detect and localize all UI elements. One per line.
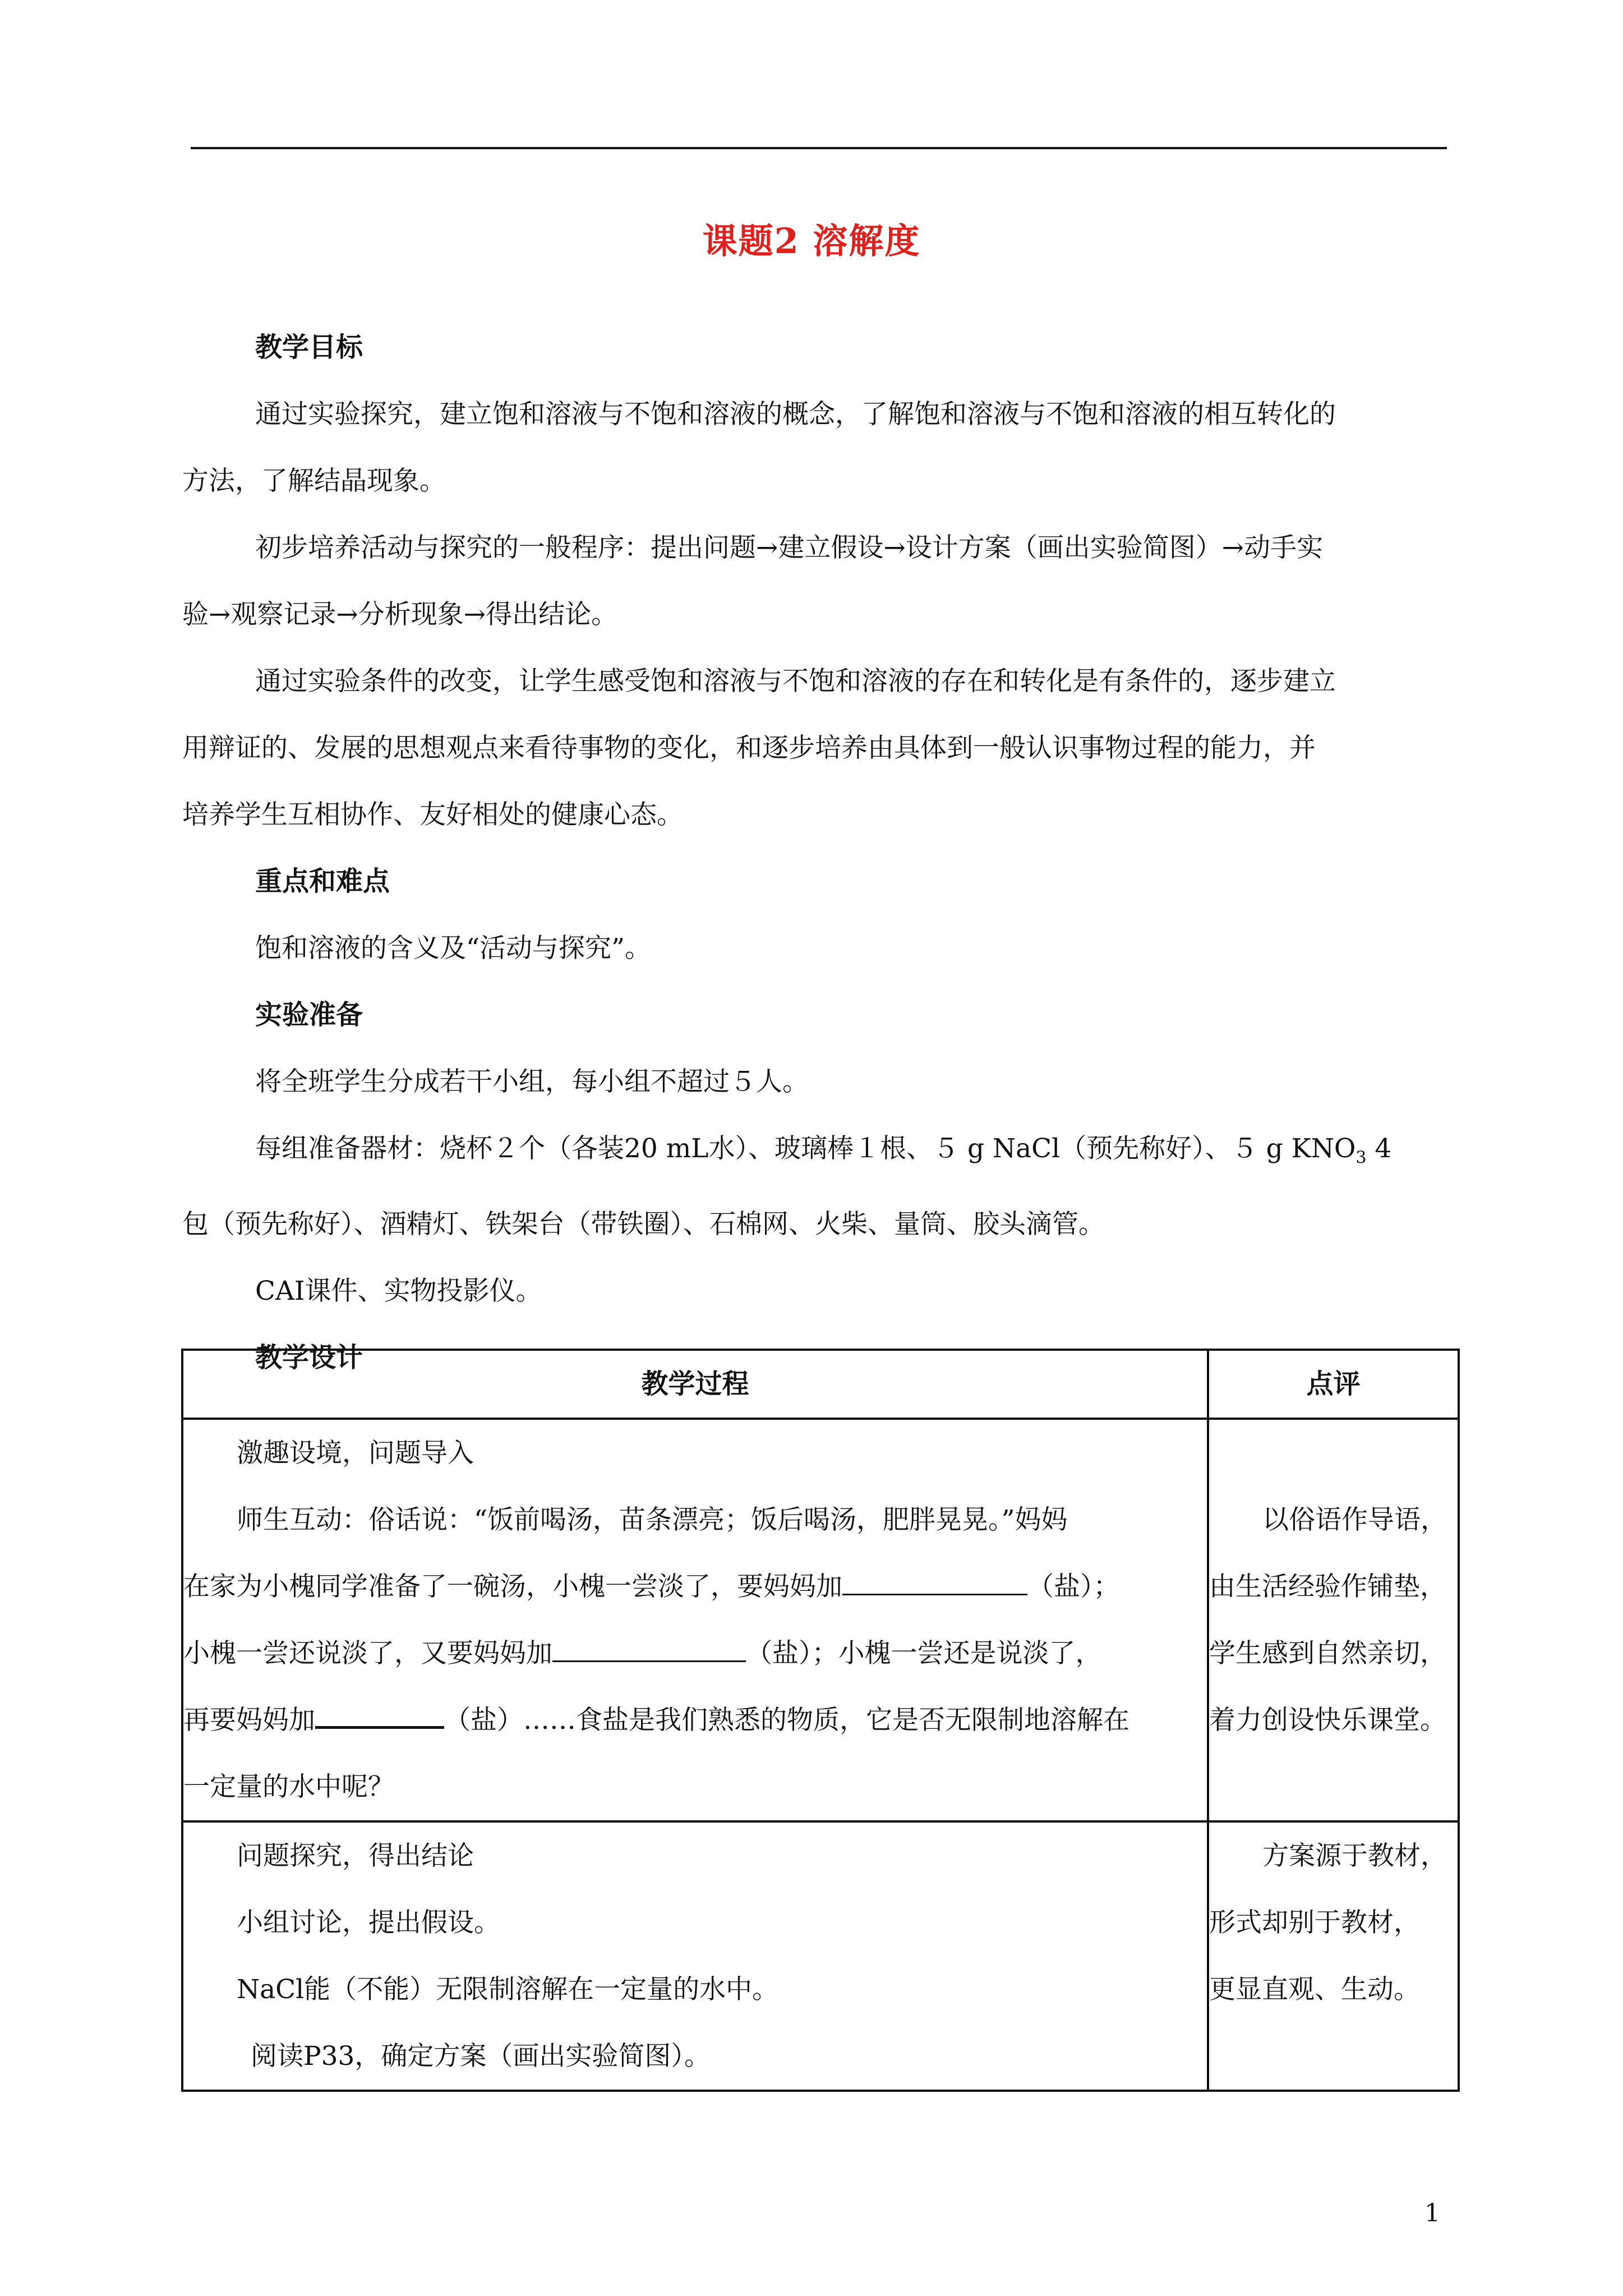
document-body [182,314,1455,1391]
preparation-paragraph-2: 每组准备器材：烧杯２个（各装20 mL水）、玻璃棒１根、５ g NaCl（预先称好）、５ g $KNO_3$ 4 包（预先称好）、酒精灯、铁架台（带铁圈）、石棉网、火柴、量筒、胶头滴管。 [182,1133,1392,1240]
preparation-paragraph-3: CAI课件、实物投影仪。 [255,1276,542,1307]
key-points-text: 饱和溶液的含义及“活动与探究”。 [255,933,652,964]
process-cell: 激趣设境，问题导入 师生互动：俗话说：“饭前喝汤，苗条漂亮；饭后喝汤，肥胖晃晃。”妈妈 在家为小槐同学准备了一碗汤，小槐一尝淡了，要妈妈加 （盐）； 小槐一尝还说淡了，又要妈妈加 （盐）；小槐一尝还是说淡了， 再要妈妈加 （盐）……食盐是我们熟悉的物质，它是否无限制地溶解在 一定量的水中呢？ [182,1419,1208,1821]
header-rule [191,147,1447,149]
fill-blank [552,1631,746,1662]
header-process: 教学过程 [182,1350,1208,1419]
key-points-heading: 重点和难点 [255,866,390,897]
process-cell: 问题探究，得出结论 小组讨论，提出假设。 NaCl能（不能）无限制溶解在一定量的水中。 阅读P33，确定方案（画出实验简图）。 [182,1821,1208,2091]
comment-cell: 方案源于教材， 形式却别于教材， 更显直观、生动。 [1208,1821,1459,2091]
objectives-paragraph-2: 初步培养活动与探究的一般程序：提出问题→建立假设→设计方案（画出实验简图）→动手实 验→观察记录→分析现象→得出结论。 [182,532,1324,630]
comment-cell: 以俗语作导语， 由生活经验作铺垫， 学生感到自然亲切， 着力创设快乐课堂。 [1208,1419,1459,1821]
table-header-row [182,1350,1459,1419]
objectives-paragraph-1: 通过实验探究，建立饱和溶液与不饱和溶液的概念，了解饱和溶液与不饱和溶液的相互转化的 方法，了解结晶现象。 [182,399,1336,496]
preparation-paragraph-1: 将全班学生分成若干小组，每小组不超过５人。 [255,1066,809,1097]
header-comment: 点评 [1208,1350,1459,1419]
teaching-design-table [181,1349,1460,2092]
design-heading: 教学设计 [255,1342,363,1374]
objectives-paragraph-3: 通过实验条件的改变，让学生感受饱和溶液与不饱和溶液的存在和转化是有条件的，逐步建立 用辩证的、发展的思想观点来看待事物的变化，和逐步培养由具体到一般认识事物过程的能力，并 培养学生互相协作、友好相处的健康心态。 [182,666,1336,830]
table-row [182,1419,1459,1821]
objectives-heading: 教学目标 [255,332,363,363]
page-title: 课题2 溶解度 [702,220,921,261]
page-number: 1 [1424,2199,1440,2228]
preparation-heading: 实验准备 [255,999,363,1030]
fill-blank [315,1697,444,1729]
table-row [182,1821,1459,2091]
fill-blank [842,1565,1027,1595]
